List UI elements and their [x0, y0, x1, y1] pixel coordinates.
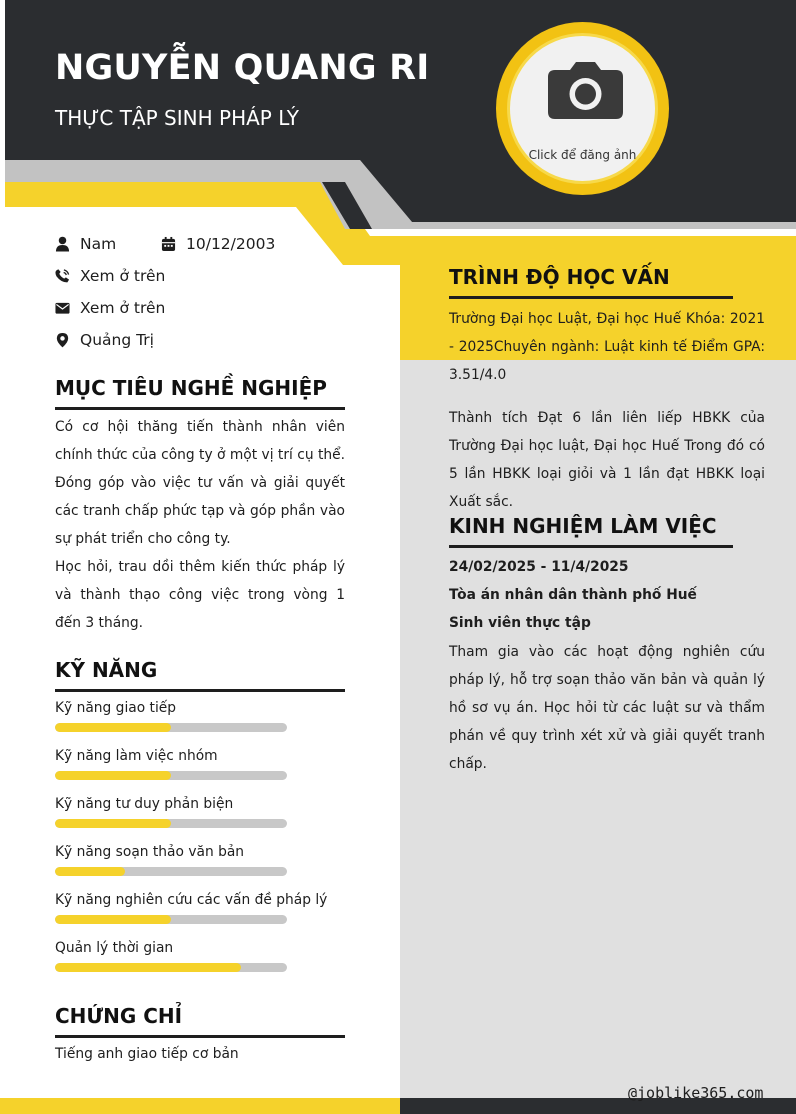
info-email [55, 297, 165, 319]
skill-bar-fill [55, 915, 171, 924]
skill-label: Kỹ năng tư duy phản biện [55, 796, 234, 812]
objective-paragraph-1: Có cơ hội thăng tiến thành nhân viên chính thức của công ty ở một vị trí cụ thể. Đóng góp vào việc tư vấn và giải quyết các tranh chấp phức tạp và góp phần vào sự phát triển cho công ty. [55, 419, 345, 547]
address-value: Quảng Trị [80, 331, 154, 349]
skill-bar-fill [55, 819, 171, 828]
skill-bar [55, 771, 287, 780]
skill-label: Kỹ năng làm việc nhóm [55, 748, 218, 764]
gender-value: Nam [80, 235, 117, 253]
education-title: TRÌNH ĐỘ HỌC VẤN [449, 265, 670, 289]
education-paragraph-2: Thành tích Đạt 6 lần liên liếp HBKK của Trường Đại học luật, Đại học Huế Trong đó có 5 lần HBKK loại giỏi và 1 lần đạt HBKK loại Xuất sắc. [449, 410, 765, 510]
skill-bar [55, 915, 287, 924]
skills-divider [55, 689, 345, 692]
skill-bar [55, 963, 287, 972]
email-value: Xem ở trên [80, 299, 166, 317]
skills-title: KỸ NĂNG [55, 658, 158, 682]
skill-label: Kỹ năng giao tiếp [55, 700, 177, 716]
experience-description: Tham gia vào các hoạt động nghiên cứu pháp lý, hỗ trợ soạn thảo văn bản và quản lý hồ sơ vụ án. Học hỏi từ các luật sư và thẩm phán về quy trình xét xử và giải quyết tranh chấp. [449, 644, 765, 772]
experience-divider [449, 545, 733, 548]
education-divider [449, 296, 733, 299]
skill-bar-fill [55, 867, 125, 876]
info-gender [55, 233, 116, 255]
objective-paragraph-2: Học hỏi, trau dồi thêm kiến thức pháp lý và thành thạo công việc trong vòng 1 đến 3 tháng. [55, 559, 345, 631]
candidate-title: THỰC TẬP SINH PHÁP LÝ [55, 106, 299, 130]
candidate-name: NGUYỄN QUANG RI [55, 48, 430, 88]
skill-bar-fill [55, 963, 241, 972]
header-shapes [0, 0, 796, 265]
info-birthday [161, 233, 275, 255]
skill-bar-fill [55, 771, 171, 780]
phone-icon [55, 268, 70, 284]
experience-company: Tòa án nhân dân thành phố Huế [449, 587, 697, 603]
experience-period: 24/02/2025 - 11/4/2025 [449, 559, 629, 575]
calendar-icon [161, 236, 176, 252]
education-paragraph-1: Trường Đại học Luật, Đại học Huế Khóa: 2021 - 2025Chuyên ngành: Luật kinh tế Điểm GPA: 3.51/4.0 [449, 311, 765, 383]
experience-role: Sinh viên thực tập [449, 615, 591, 631]
birthday-value: 10/12/2003 [186, 235, 276, 253]
certificates-divider [55, 1035, 345, 1038]
photo-upload-label: Click để đăng ảnh [528, 148, 637, 162]
certificates-title: CHỨNG CHỈ [55, 1004, 183, 1028]
certificate-item: Tiếng anh giao tiếp cơ bản [55, 1046, 239, 1062]
skill-bar [55, 867, 287, 876]
skill-label: Quản lý thời gian [55, 940, 174, 956]
map-pin-icon [55, 332, 70, 348]
photo-upload[interactable] [496, 22, 669, 195]
info-address [55, 329, 154, 351]
photo-placeholder[interactable] [507, 33, 658, 184]
info-phone [55, 265, 165, 287]
skill-label: Kỹ năng soạn thảo văn bản [55, 844, 245, 860]
experience-title: KINH NGHIỆM LÀM VIỆC [449, 514, 717, 538]
person-icon [55, 236, 70, 252]
phone-value: Xem ở trên [80, 267, 166, 285]
footer-yellow-bar [0, 1098, 400, 1114]
envelope-icon [55, 300, 70, 316]
camera-icon [548, 62, 623, 132]
objective-divider [55, 407, 345, 410]
skill-bar-fill [55, 723, 171, 732]
skill-bar [55, 819, 287, 828]
watermark: @joblike365.com [628, 1084, 764, 1102]
skill-bar [55, 723, 287, 732]
objective-title: MỤC TIÊU NGHỀ NGHIỆP [55, 376, 327, 400]
skill-label: Kỹ năng nghiên cứu các vấn đề pháp lý [55, 892, 328, 908]
